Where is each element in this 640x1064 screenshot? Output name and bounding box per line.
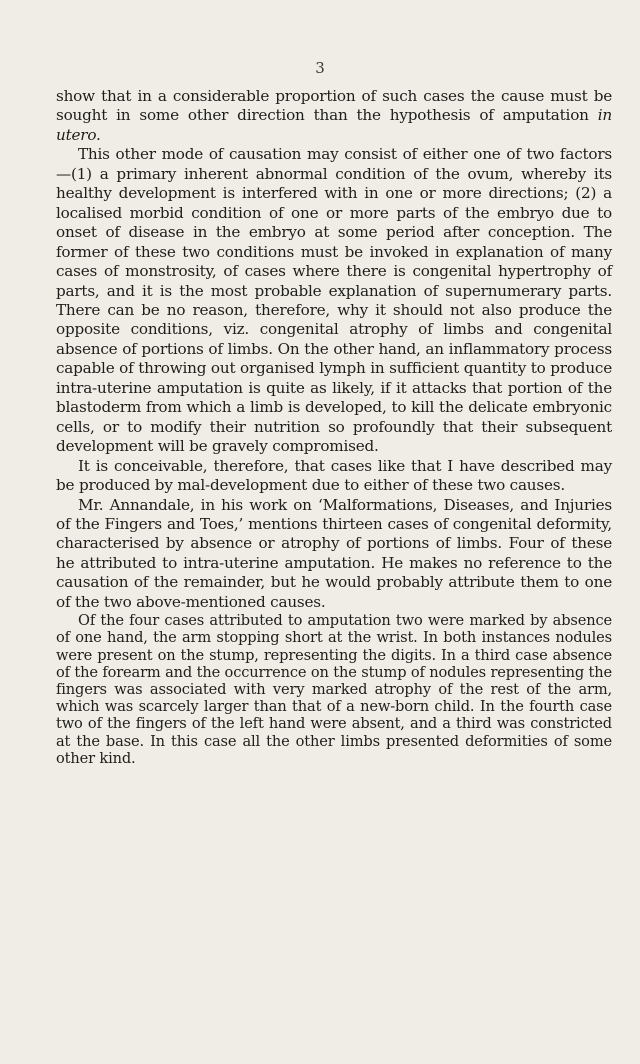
paragraph-4: Mr. Annandale, in his work on ‘Malformations, Diseases, and Injuries of the Fingers and Toes,’ mentions thirteen cases of congenital deformity, characterised by absence or atrophy of portions of limbs. Four of these he attributed to intra-uterine amputation. He makes no reference to the causation of the remainder, but he would probably attribute them to one of the two above-mentioned causes.: [56, 495, 612, 611]
body-text: [56, 87, 612, 767]
paragraph-1: show that in a considerable proportion of such cases the cause must be sought in some other direction than the hypothesis of amputation in utero.: [56, 87, 612, 144]
paragraph-5: Of the four cases attributed to amputation two were marked by absence of one hand, the arm stopping short at the wrist. In both instances nodules were present on the stump, representing the digits. In a third case absence of the forearm and the occurrence on the stump of nodules representing the fingers was associated with very marked atrophy of the rest of the arm, which was scarcely larger than that of a new-born child. In the fourth case two of the fingers of the left hand were absent, and a third was constricted at the base. In this case all the other limbs presented deformities of some other kind.: [56, 612, 612, 767]
italic-phrase: in utero.: [56, 106, 612, 144]
paragraph-3: It is conceivable, therefore, that cases like that I have described may be produced by mal-development due to either of these two causes.: [56, 456, 612, 495]
paragraph-2: This other mode of causation may consist of either one of two factors—(1) a primary inherent abnormal condition of the ovum, whereby its healthy development is interfered with in one or more directions; (2) a localised morbid condition of one or more parts of the embryo due to onset of disease in the embryo at some period after conception. The former of these two conditions must be invoked in explanation of many cases of monstrosity, of cases where there is congenital hypertrophy of parts, and it is the most probable explanation of supernumerary parts. There can be no reason, therefore, why it should not also produce the opposite conditions, viz. congenital atrophy of limbs and congenital absence of portions of limbs. On the other hand, an inflammatory process capable of throwing out organised lymph in sufficient quantity to produce intra-uterine amputation is quite as likely, if it attacks that portion of the blastoderm from which a limb is developed, to kill the delicate embryonic cells, or to modify their nutrition so profoundly that their subsequent development will be gravely compromised.: [56, 145, 612, 456]
page-number: 3: [315, 59, 325, 77]
